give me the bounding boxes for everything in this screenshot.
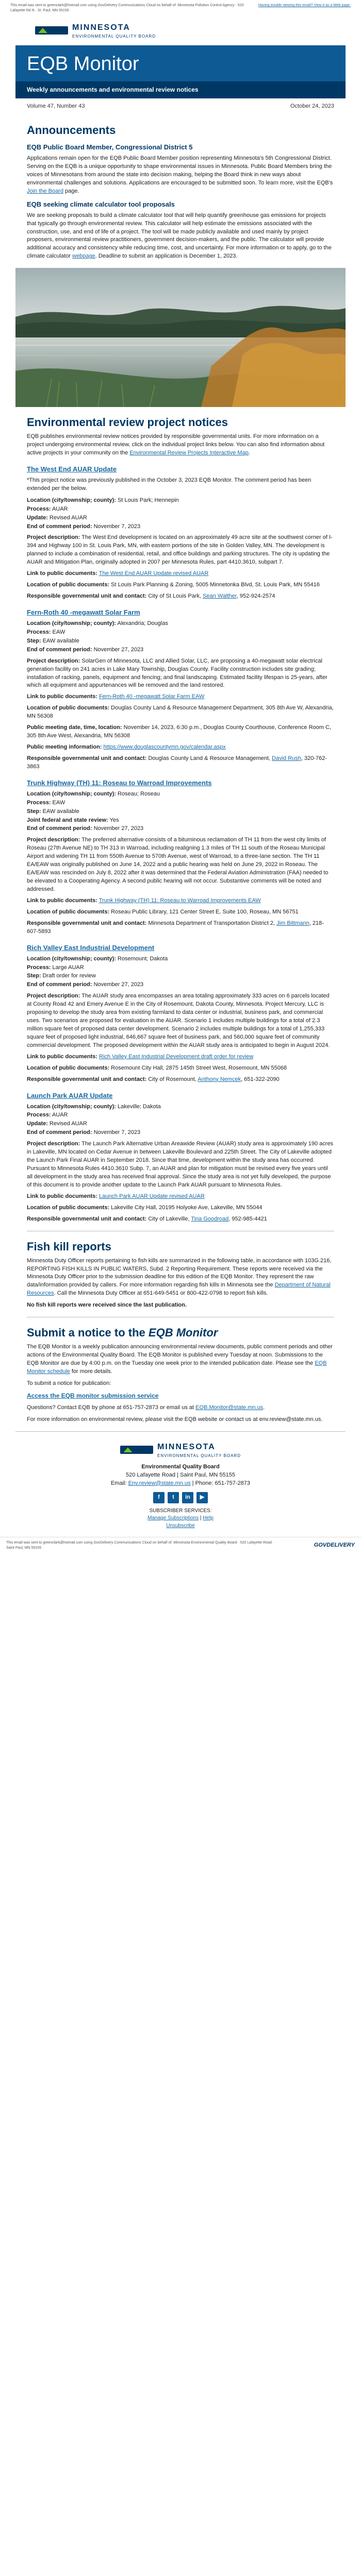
- project-title: [27, 608, 334, 618]
- project-title-link[interactable]: Rich Valley East Industrial Development: [27, 943, 155, 952]
- announcements-heading: Announcements: [27, 124, 116, 137]
- manage-subscriptions-link[interactable]: Manage Subscriptions: [147, 1515, 199, 1521]
- project-location: Location of public documents: Roseau Public Library, 121 Center Street E, Suite 100, Roseau, MN 56751: [27, 908, 299, 915]
- project-title-link[interactable]: Trunk Highway (TH) 11: Roseau to Warroad Improvements: [27, 778, 212, 787]
- linkedin-icon[interactable]: in: [182, 1492, 193, 1503]
- project-title-link[interactable]: Launch Park AUAR Update: [27, 1091, 113, 1099]
- announcement-2-body: We are seeking proposals to build a climate calculator tool that will help quantify greenhouse gas emissions for projects that typically go through environmental review. This calculator will help estimate the emissions associated with the construction, use, and end of life of a project. The tool will be made publicly available and used mainly by project proposers, environmental review practitioners, government decision-makers, and the public. The calculator will provide additional accuracy and consistency while reducing time, cost, and uncertainty. For more information or to apply, go to the climate calculator webpage. Deadline to submit an application is December 1, 2023.: [27, 212, 332, 260]
- project-field: Step: Draft order for review: [27, 973, 96, 979]
- project-documents: Link to public documents: Fern-Roth 40 -megawatt Solar Farm EAW: [27, 693, 205, 700]
- contact-link[interactable]: Anthony Nemcek: [198, 1076, 241, 1082]
- title-banner: [15, 45, 346, 81]
- project-notice: [27, 943, 334, 1084]
- monitor-schedule-link[interactable]: EQB Monitor schedule: [27, 1360, 327, 1375]
- project-field: Step: EAW available: [27, 808, 79, 815]
- footer-logo-subtitle: ENVIRONMENTAL QUALITY BOARD: [157, 1453, 241, 1459]
- contact-link[interactable]: Jim Bittmann: [276, 920, 309, 926]
- project-field: Joint federal and state review: Yes: [27, 817, 119, 823]
- fishkill-heading: Fish kill reports: [27, 1240, 111, 1253]
- lake-photo: [15, 268, 346, 407]
- newsletter: [15, 15, 346, 1530]
- project-field: Location (city/township; county): St Louis Park; Hennepin: [27, 497, 179, 503]
- project-field: Update: Revised AUAR: [27, 514, 87, 521]
- project-field: End of comment period: November 27, 2023: [27, 825, 144, 832]
- project-contact: Responsible governmental unit and contact: City of St Louis Park, Sean Walther, 952-924-2574: [27, 593, 275, 600]
- project-contact: Responsible governmental unit and contact: City of Lakeville, Tina Goodroad, 952-985-4421: [27, 1215, 267, 1222]
- project-notice: [27, 608, 334, 771]
- project-location: Location of public documents: Douglas County Land & Resource Management Department, 305 8th Ave W, Alexandria, MN 56308: [27, 705, 334, 720]
- twitter-icon[interactable]: t: [168, 1492, 179, 1503]
- project-location: Location of public documents: Rosemount City Hall, 2875 145th Street West, Rosemount, MN 55068: [27, 1064, 287, 1071]
- project-documents: Link to public documents: Launch Park AUAR Update revised AUAR: [27, 1193, 205, 1199]
- project-field: End of comment period: November 7, 2023: [27, 1129, 141, 1136]
- dnr-link[interactable]: Department of Natural Resources: [27, 1282, 331, 1297]
- project-documents: Public meeting information: https://www.douglascountymn.gov/calendar.aspx: [27, 744, 226, 751]
- project-field: Location (city/township; county): Lakeville; Dakota: [27, 1103, 161, 1110]
- announcement-1-title: EQB Public Board Member, Congressional District 5: [27, 143, 193, 151]
- top-notice: [0, 0, 361, 15]
- govdelivery-logo: GOVDELIVERY: [314, 1542, 355, 1549]
- documents-link[interactable]: https://www.douglascountymn.gov/calendar.aspx: [103, 744, 226, 751]
- footer-address: 520 Lafayette Road | Saint Paul, MN 55155: [126, 1471, 235, 1478]
- documents-link[interactable]: The West End AUAR Update revised AUAR: [99, 570, 209, 577]
- project-field: Process: EAW: [27, 799, 65, 806]
- project-title-link[interactable]: Fern-Roth 40 -megawatt Solar Farm: [27, 608, 140, 617]
- project-note: *This project notice was previously published in the October 3, 2023 EQB Monitor. The comment period has been extended per the below.: [27, 477, 311, 492]
- logo-header: [15, 15, 346, 45]
- project-field: Step: EAW available: [27, 637, 79, 644]
- project-title: [27, 778, 334, 788]
- contact-link[interactable]: David Rush: [272, 755, 301, 761]
- project-field: End of comment period: November 27, 2023: [27, 981, 144, 988]
- project-notice: [27, 778, 334, 936]
- project-location: Location of public documents: Lakeville City Hall, 20195 Holyoke Ave, Lakeville, MN 55044: [27, 1204, 262, 1211]
- project-field: Process: AUAR: [27, 505, 68, 512]
- web-view-link[interactable]: Having trouble viewing this email? View it as a Web page.: [258, 4, 351, 7]
- documents-link[interactable]: Fern-Roth 40 -megawatt Solar Farm EAW: [99, 693, 205, 700]
- unsubscribe-link[interactable]: Unsubscribe: [166, 1522, 195, 1529]
- footer-email-link[interactable]: Env.review@state.mn.us: [128, 1480, 191, 1486]
- subscriber-services: SUBSCRIBER SERVICES: Manage Subscriptions | Help Unsubscribe: [147, 1507, 214, 1529]
- project-description: Project description: The West End development is located on an approximately 49 acre site at the southwest corner of I-394 and Highway 100 in St. Louis Park, MN, with eastern portions of the site in Golden Valley, MN. The development is planned to include a combination of residential, retail, and office buildings and parking structures. The city is updating the AUAR and Mitigation Plan, originally adopted in 2007 per Minnesota Rules, part 4410.3610, subpart 7.: [27, 534, 333, 566]
- subtitle-bar: Weekly announcements and environmental review notices: [15, 81, 346, 98]
- project-notice: [27, 1091, 334, 1224]
- to-submit-label: To submit a notice for publication:: [27, 1380, 111, 1386]
- project-documents: Link to public documents: Rich Valley East Industrial Development draft order for review: [27, 1053, 254, 1060]
- project-field: End of comment period: November 7, 2023: [27, 523, 141, 530]
- project-field: End of comment period: November 27, 2023: [27, 646, 144, 653]
- project-list: [27, 465, 334, 1224]
- submission-service-link[interactable]: Access the EQB monitor submission service: [27, 1392, 159, 1399]
- volume: Volume 47, Number 43: [27, 103, 85, 110]
- more-info: For more information on environmental review, please visit the EQB website or contact us at env.review@state.mn.us.: [27, 1416, 323, 1423]
- project-description: Project description: The preferred alternative consists of a bituminous reclamation of TH 11 from the west city limits of Roseau (27th Avenue NE) to TH 313 in Warroad, including realigning 1.3 miles of TH 11 south of the Roseau Municipal Airport and widening TH 11 from 550th Avenue to 570th Avenue, west of Warroad, to a three-lane section. The TH 11 EA/EAW was originally published on June 14, 2022 and a public hearing was held on June 29, 2022 in Roseau. The EA/EAW was rescinded on July 8, 2022 after it was determined that the Federal Aviation Administration (FAA) needed to be elevated to a Cooperating Agency. A second public hearing will not occur. Substantive comments will be noted and addressed.: [27, 837, 329, 893]
- project-contact: Responsible governmental unit and contact: Douglas County Land & Resource Management, David Rush, 320-762-3863: [27, 755, 327, 770]
- project-description: Project description: The AUAR study area encompasses an area totaling approximately 333 acres on 6 parcels located at County Road 42 and Emery Avenue E in the City of Rosemount, Dakota County, Minnesota. Project Mercury, LLC is proposing to develop the study area from existing farmland to data center or industrial, business park, and commercial uses. Two scenarios are proposed for evaluation in the AUAR. Scenario 1 includes multiple buildings for a total of 2.3 million square feet of proposed data center development. Scenario 2 includes multiple buildings for a total of 1,255,333 square feet of proposed light industrial, 646,667 square feet of business park, and 560,000 square feet of community commercial development. The proposed development within the AUAR study area is anticipated to begin in August 2024.: [27, 993, 330, 1048]
- footer-logo-name: MINNESOTA: [157, 1443, 216, 1452]
- youtube-icon[interactable]: ▶: [196, 1492, 208, 1503]
- review-heading: Environmental review project notices: [27, 416, 228, 429]
- project-contact: Responsible governmental unit and contact: Minnesota Department of Transportation District 2, Jim Bittmann, 218-607-5893: [27, 920, 324, 935]
- mn-logo-icon: [35, 26, 68, 35]
- questions: Questions? Contact EQB by phone at 651-757-2873 or email us at EQB.Monitor@state.mn.us.: [27, 1404, 265, 1411]
- project-field: Location (city/township; county): Rosemount; Dakota: [27, 955, 168, 962]
- review-intro: EQB publishes environmental review notices provided by responsible governmental units. For more information on a project undergoing environmental review, click on the individual project links below. You can also find information about active projects in your community on the Environmental Review Projects Interactive Map.: [27, 433, 325, 456]
- contact-link[interactable]: Tina Goodroad: [191, 1215, 229, 1222]
- fishkill-none: No fish kill reports were received since the last publication.: [27, 1302, 187, 1309]
- project-description: Project description: SolarGen of Minnesota, LLC and Allied Solar, LLC, are proposing a 40-megawatt solar electrical generation facility on 241 acres in Lake Mary Township, Douglas County. Facility construction includes site grading; installation of racking, panels, equipment and fencing; and final landscaping. Estimated facility lifespan is 25-years, after which all equipment and appurtenances will be removed and the land restored.: [27, 657, 327, 689]
- footer-org: Environmental Quality Board: [141, 1463, 220, 1470]
- project-documents: Link to public documents: Trunk Highway (TH) 11: Roseau to Warroad Improvements EAW: [27, 897, 261, 904]
- monitor-email-link[interactable]: EQB.Monitor@state.mn.us: [195, 1404, 264, 1411]
- announcement-2-title: EQB seeking climate calculator tool proposals: [27, 200, 175, 208]
- project-contact: Responsible governmental unit and contact: City of Rosemount, Anthony Nemcek, 651-322-2090: [27, 1076, 280, 1082]
- project-field: Process: Large AUAR: [27, 964, 84, 971]
- interactive-map-link[interactable]: Environmental Review Projects Interactive Map: [129, 450, 249, 456]
- project-documents: Link to public documents: The West End AUAR Update revised AUAR: [27, 570, 209, 577]
- project-location: Public meeting date, time, location: November 14, 2023, 6:30 p.m., Douglas County Courthouse, Conference Room C, 305 8th Ave West, Alexandria, MN 56308: [27, 724, 331, 739]
- project-title-link[interactable]: The West End AUAR Update: [27, 465, 117, 473]
- documents-link[interactable]: Trunk Highway (TH) 11: Roseau to Warroad Improvements EAW: [99, 897, 261, 904]
- logo-name: MINNESOTA: [72, 23, 130, 32]
- project-description: Project description: The Launch Park Alternative Urban Areawide Review (AUAR) study area is approximately 190 acres in Lakeville, MN located on Cedar Avenue in between Lakeville Boulevard and 225th Street. The City of Lakeville adopted the Launch Park Final AUAR in September 2018. Since that time, development within the study area has occurred. Pursuant to Minnesota Rules 4410.3610 Subp. 7, an AUAR and plan for mitigation must be revised every five years until all development in the study area has received final approval. Since the study area is not yet fully developed, the purpose of this document is to provide another update to the Launch Park AUAR pursuant to Minnesota Rules.: [27, 1141, 334, 1188]
- logo-subtitle: ENVIRONMENTAL QUALITY BOARD: [72, 34, 156, 39]
- issue-meta: [15, 98, 346, 115]
- newsletter-title: EQB Monitor: [27, 53, 139, 75]
- bottom-notice: This email was sent to greenclark@hotmail.com using GovDelivery Communications Cloud on behalf of: Minnesota Environmental Quality Board · 520 Lafayette Road · Saint Paul, MN 55155: [6, 1541, 274, 1550]
- submission-service: [27, 1392, 334, 1400]
- project-field: Process: AUAR: [27, 1112, 68, 1118]
- submit-body: The EQB Monitor is a weekly publication announcing environmental review documents, public comment periods and other actions of the Environmental Quality Board. The EQB Monitor is published every Tuesday at noon. Submissions to the EQB Monitor are due by 4:00 p.m. on the Tuesday one week prior to the intended publication date. Please see the EQB Monitor schedule for more details.: [27, 1344, 333, 1375]
- top-notice-left: This email was sent to greenclark@hotmail.com using GovDelivery Communications Cloud on behalf of: Minnesota Pollution Control Agency · 520 Lafayette Rd N · St. Paul, MN 55155: [10, 4, 244, 13]
- announcement-1-body: Applications remain open for the EQB Public Board Member position representing Minnesota's 5th Congressional District. Serving on the EQB is a unique opportunity to shape environmental issues in Minnesota. Public Board Members bring the voices of Minnesotans from around the state into decision making, helping the Board think in new ways about environmental challenges and solutions. Applications are encouraged to be submitted soon. To learn more, visit the EQB's Join the Board page.: [27, 155, 333, 194]
- contact-link[interactable]: Sean Walther: [203, 593, 237, 600]
- project-field: Process: EAW: [27, 629, 65, 635]
- project-title: [27, 465, 334, 474]
- mn-logo-icon: [120, 1446, 153, 1454]
- social-links: [15, 1492, 346, 1503]
- join-board-link[interactable]: Join the Board: [27, 188, 63, 194]
- project-notice: [27, 465, 334, 601]
- documents-link[interactable]: Rich Valley East Industrial Development draft order for review: [99, 1053, 254, 1060]
- bottom-bar: [0, 1537, 361, 1554]
- project-title: [27, 943, 334, 953]
- project-location: Location of public documents: St Louis Park Planning & Zoning, 5005 Minnetonka Blvd, St. Louis Park, MN 55416: [27, 582, 320, 588]
- help-link[interactable]: Help: [203, 1515, 214, 1521]
- fishkill-body: Minnesota Duty Officer reports pertaining to fish kills are summarized in the following table, in accordance with 103G.216, REPORTING FISH KILLS IN PUBLIC WATERS, Subd. 2 Reporting Requirement. These reports were received via the Minnesota Duty Officer prior to the submission deadline for this edition of the EQB Monitor. They represent the raw data/information provided by callers. For more information regarding fish kills in Minnesota see the Department of Natural Resources. Call the Minnesota Duty Officer at 651-649-5451 or 800-422-0798 to report fish kills.: [27, 1257, 332, 1297]
- project-field: Location (city/township; county): Roseau; Roseau: [27, 790, 160, 797]
- project-field: Update: Revised AUAR: [27, 1121, 87, 1127]
- project-field: Location (city/township; county): Alexandria; Douglas: [27, 620, 168, 626]
- documents-link[interactable]: Launch Park AUAR Update revised AUAR: [99, 1193, 205, 1199]
- climate-webpage-link[interactable]: webpage: [72, 253, 95, 260]
- facebook-icon[interactable]: f: [153, 1492, 165, 1503]
- project-title: [27, 1091, 334, 1101]
- footer-logo: [15, 1441, 346, 1459]
- submit-heading: Submit a notice to the EQB Monitor: [27, 1326, 218, 1340]
- footer-contact: Email: Env.review@state.mn.us | Phone: 651-757-2873: [110, 1480, 251, 1486]
- issue-date: October 24, 2023: [290, 103, 334, 110]
- footer: [15, 1432, 346, 1530]
